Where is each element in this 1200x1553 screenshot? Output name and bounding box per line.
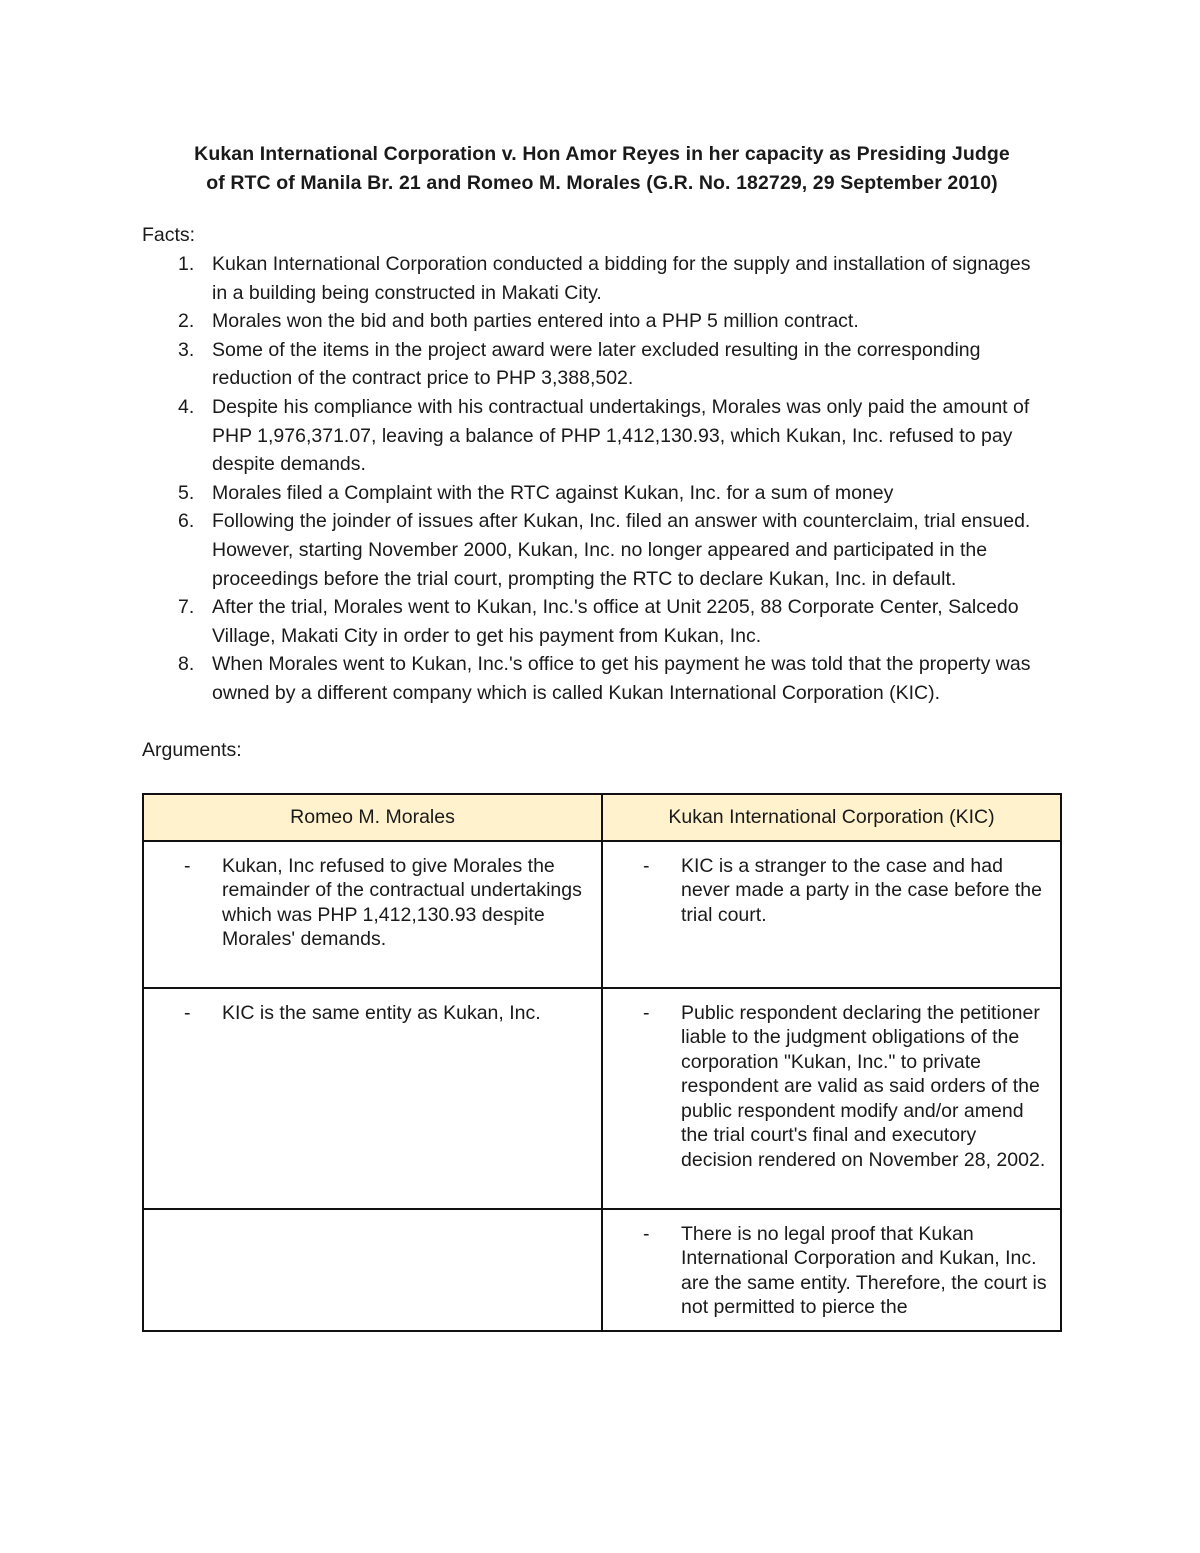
argument-text: There is no legal proof that Kukan International Corporation and Kukan, Inc. are the same entity. Therefore, the court is not permitted to pierce the [681,1222,1047,1319]
header-morales: Romeo M. Morales [143,794,602,841]
case-title-line1: Kukan International Corporation v. Hon Amor Reyes in her capacity as Presiding Judge [194,143,1010,165]
kic-argument-cell [602,841,1061,988]
fact-text: Morales won the bid and both parties entered into a PHP 5 million contract. [212,310,859,333]
argument-text: KIC is the same entity as Kukan, Inc. [222,1001,541,1024]
kic-argument-cell [602,988,1061,1209]
argument-text: Kukan, Inc refused to give Morales the remainder of the contractual undertakings which was PHP 1,412,130.93 despite Morales' demands. [222,854,582,951]
document-page [142,140,1062,1332]
morales-argument-cell-empty [143,1209,602,1331]
fact-item [142,393,1062,479]
fact-number: 7. [178,596,195,619]
header-kic: Kukan International Corporation (KIC) [602,794,1061,841]
table-row [143,988,1061,1209]
case-title-line2: of RTC of Manila Br. 21 and Romeo M. Morales (G.R. No. 182729, 29 September 2010) [206,172,998,194]
bullet-dash: - [184,854,191,877]
fact-text: Kukan International Corporation conducted a bidding for the supply and installation of signages in a building being constructed in Makati City. [212,253,1031,304]
fact-text: Some of the items in the project award were later excluded resulting in the corresponding reduction of the contract price to PHP 3,388,502. [212,338,981,390]
fact-text: When Morales went to Kukan, Inc.'s office to get his payment he was told that the property was owned by a different company which is called Kukan International Corporation (KIC). [212,653,1031,704]
argument-text: KIC is a stranger to the case and had never made a party in the case before the trial court. [681,854,1042,926]
fact-item [142,250,1062,307]
bullet-dash: - [184,1001,191,1024]
fact-number: 6. [178,510,195,533]
fact-number: 1. [178,253,195,275]
morales-argument-cell [143,841,602,988]
bullet-dash: - [643,854,650,877]
kic-argument-cell [602,1209,1061,1331]
table-row [143,1209,1061,1331]
fact-item [142,593,1062,650]
fact-number: 8. [178,653,195,676]
bullet-dash: - [643,1001,650,1024]
fact-text: Despite his compliance with his contractual undertakings, Morales was only paid the amount of PHP 1,976,371.07, leaving a balance of PHP 1,412,130.93, which Kukan, Inc. refused to pay despite demands. [212,395,1030,476]
arguments-heading: Arguments: [142,738,242,761]
table-header-row [143,794,1061,841]
fact-item [142,479,1062,508]
facts-heading: Facts: [142,224,196,246]
fact-item [142,336,1062,393]
argument-text: Public respondent declaring the petitioner liable to the judgment obligations of the corporation "Kukan, Inc." to private respondent are valid as said orders of the public respondent modify and/or amend the trial court's final and executory decision rendered on November 28, 2002. [681,1001,1046,1172]
case-title [142,140,1062,198]
bullet-dash: - [643,1222,650,1245]
facts-list [142,250,1062,708]
fact-text: Morales filed a Complaint with the RTC against Kukan, Inc. for a sum of money [212,481,894,504]
fact-number: 2. [178,310,195,333]
morales-argument-cell [143,988,602,1209]
fact-item [142,507,1062,593]
fact-text: After the trial, Morales went to Kukan, Inc.'s office at Unit 2205, 88 Corporate Center, Salcedo Village, Makati City in order to get his payment from Kukan, Inc. [212,596,1019,647]
table-row [143,841,1061,988]
fact-number: 4. [178,395,195,418]
fact-number: 5. [178,481,195,504]
fact-item [142,650,1062,707]
fact-number: 3. [178,338,195,361]
fact-text: Following the joinder of issues after Kukan, Inc. filed an answer with counterclaim, trial ensued. However, starting November 2000, Kukan, Inc. no longer appeared and participated in the proceedings before the trial court, prompting the RTC to declare Kukan, Inc. in default. [212,510,1031,590]
arguments-table [142,793,1062,1332]
fact-item [142,307,1062,336]
